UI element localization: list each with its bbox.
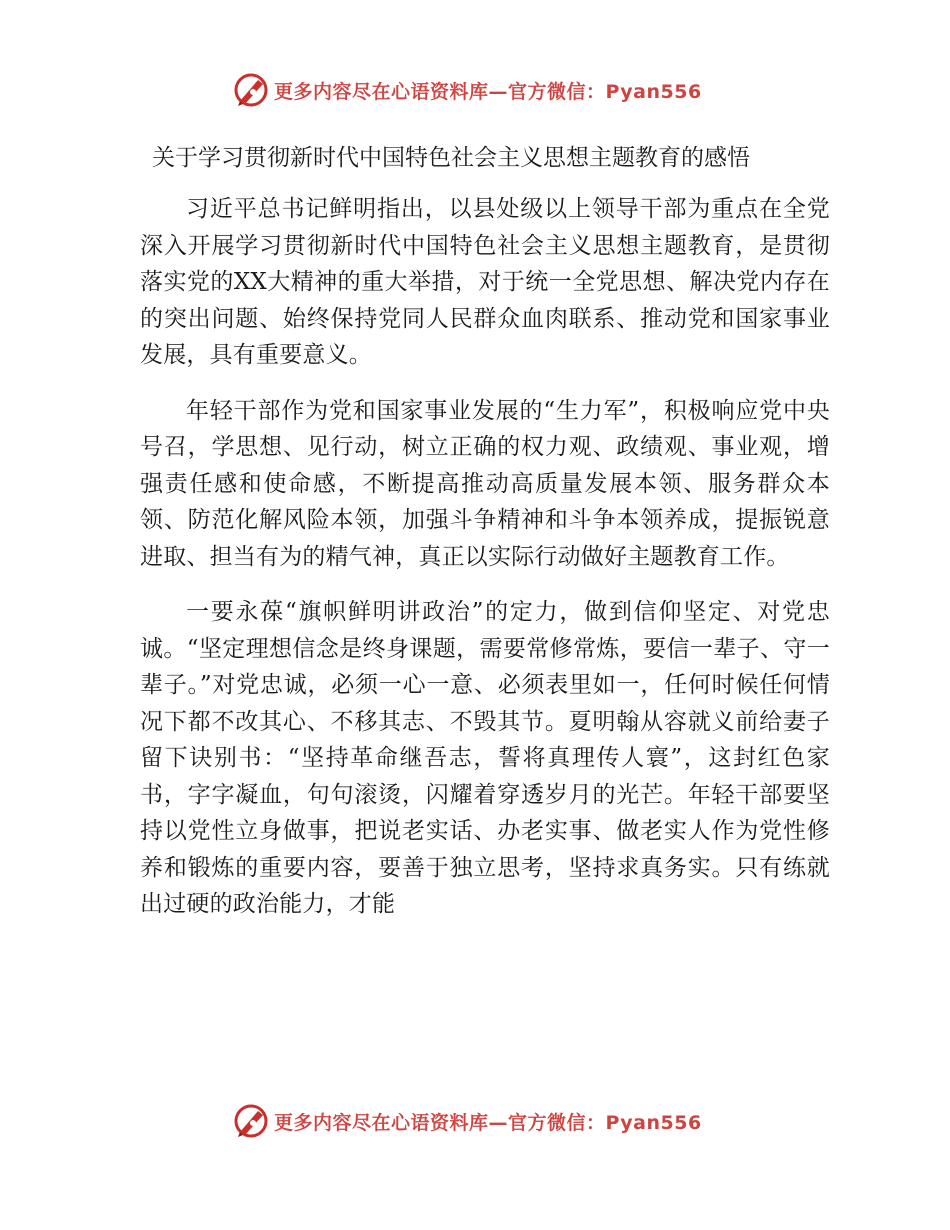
banner-text: 更多内容尽在心语资料库—官方微信：Pyan556	[274, 80, 702, 103]
paragraph: 习近平总书记鲜明指出，以县处级以上领导干部为重点在全党深入开展学习贯彻新时代中国特色社会主义思想主题教育，是贯彻落实党的XX大精神的重大举措，对于统一全党思想、解决党内存在的突出问题、始终保持党同人民群众血肉联系、推动党和国家事业发展，具有重要意义。	[140, 196, 830, 368]
banner-text: 更多内容尽在心语资料库—官方微信：Pyan556	[274, 1111, 702, 1134]
paragraph: 一要永葆“旗帜鲜明讲政治”的定力，做到信仰坚定、对党忠诚。“坚定理想信念是终身课题，需要常修常炼，要信一辈子、守一辈子。”对党忠诚，必须一心一意、必须表里如一，任何时候任何情况下都不改其心、不移其志、不毁其节。夏明翰从容就义前给妻子留下诀别书：“坚持革命继吾志，誓将真理传人寰”，这封红色家书，字字凝血，句句滚烫，闪耀着穿透岁月的光芒。年轻干部要坚持以党性立身做事，把说老实话、办老实事、做老实人作为党性修养和锻炼的重要内容，要善于独立思考，坚持求真务实。只有练就出过硬的政治能力，才能	[140, 599, 830, 917]
pen-seal-icon	[232, 1102, 270, 1140]
document-body	[140, 138, 830, 923]
header-banner	[232, 70, 732, 110]
pen-seal-icon	[232, 71, 270, 109]
document-title: 关于学习贯彻新时代中国特色社会主义思想主题教育的感悟	[152, 145, 750, 171]
paragraph: 年轻干部作为党和国家事业发展的“生力军”，积极响应党中央号召，学思想、见行动，树立正确的权力观、政绩观、事业观，增强责任感和使命感，不断提高推动高质量发展本领、服务群众本领、防范化解风险本领，加强斗争精神和斗争本领养成，提振锐意进取、担当有为的精气神，真正以实际行动做好主题教育工作。	[140, 397, 830, 570]
footer-banner	[232, 1101, 732, 1141]
